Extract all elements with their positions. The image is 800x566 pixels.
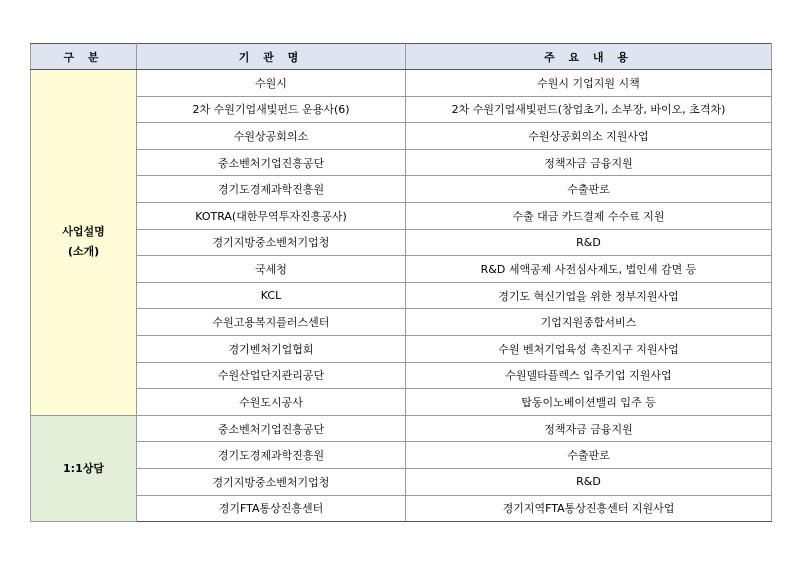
desc-cell: R&D 세액공제 사전심사제도, 법인세 감면 등 (406, 256, 772, 283)
desc-cell: 수출판로 (406, 442, 772, 469)
org-cell: 중소벤처기업진흥공단 (137, 415, 406, 442)
category-cell (31, 415, 137, 521)
desc-cell: 기업지원종합서비스 (406, 309, 772, 336)
header-category: 구 분 (31, 44, 137, 70)
desc-cell: 경기지역FTA통상진흥센터 지원사업 (406, 495, 772, 522)
org-cell: KOTRA(대한무역투자진흥공사) (137, 202, 406, 229)
desc-cell: 정책자금 금융지원 (406, 415, 772, 442)
table-row (31, 442, 772, 469)
org-cell: 경기도경제과학진흥원 (137, 442, 406, 469)
org-cell: 중소벤처기업진흥공단 (137, 149, 406, 176)
desc-cell: 2차 수원기업새빛펀드(창업초기, 소부장, 바이오, 초격차) (406, 96, 772, 123)
table-row (31, 96, 772, 123)
category-sublabel: (소개) (67, 245, 100, 259)
category-cell (31, 70, 137, 416)
desc-cell: 수출 대금 카드결제 수수료 지원 (406, 202, 772, 229)
program-table (30, 43, 772, 522)
org-cell: 수원시 (137, 70, 406, 97)
desc-cell: R&D (406, 229, 772, 256)
org-cell: 수원상공회의소 (137, 123, 406, 150)
table-row (31, 70, 772, 97)
org-cell: 수원산업단지관리공단 (137, 362, 406, 389)
org-cell: 경기지방중소벤처기업청 (137, 468, 406, 495)
category-label: 사업설명 (62, 225, 105, 239)
table-row (31, 309, 772, 336)
table-row (31, 495, 772, 522)
org-cell: 경기지방중소벤처기업청 (137, 229, 406, 256)
org-cell: 경기벤처기업협회 (137, 335, 406, 362)
table-row (31, 149, 772, 176)
desc-cell: 수출판로 (406, 176, 772, 203)
table-row (31, 389, 772, 416)
table-row (31, 202, 772, 229)
header-org: 기 관 명 (137, 44, 406, 70)
org-cell: 경기도경제과학진흥원 (137, 176, 406, 203)
table-row (31, 362, 772, 389)
table-row (31, 123, 772, 150)
desc-cell: 수원시 기업지원 시책 (406, 70, 772, 97)
desc-cell: 수원 벤처기업육성 촉진지구 지원사업 (406, 335, 772, 362)
org-cell: KCL (137, 282, 406, 309)
desc-cell: 탑동이노베이션밸리 입주 등 (406, 389, 772, 416)
table-row (31, 176, 772, 203)
category-label: 1:1상담 (63, 462, 104, 476)
header-desc: 주 요 내 용 (406, 44, 772, 70)
table-row (31, 335, 772, 362)
desc-cell: 경기도 혁신기업을 위한 정부지원사업 (406, 282, 772, 309)
org-cell: 수원고용복지플러스센터 (137, 309, 406, 336)
desc-cell: 정책자금 금융지원 (406, 149, 772, 176)
org-cell: 경기FTA통상진흥센터 (137, 495, 406, 522)
table-row (31, 229, 772, 256)
desc-cell: R&D (406, 468, 772, 495)
table-row (31, 282, 772, 309)
desc-cell: 수원상공회의소 지원사업 (406, 123, 772, 150)
table-row (31, 415, 772, 442)
org-cell: 수원도시공사 (137, 389, 406, 416)
header-row (31, 44, 772, 70)
table-row (31, 256, 772, 283)
org-cell: 2차 수원기업새빛펀드 운용사(6) (137, 96, 406, 123)
org-cell: 국세청 (137, 256, 406, 283)
table-row (31, 468, 772, 495)
desc-cell: 수원델타플렉스 입주기업 지원사업 (406, 362, 772, 389)
